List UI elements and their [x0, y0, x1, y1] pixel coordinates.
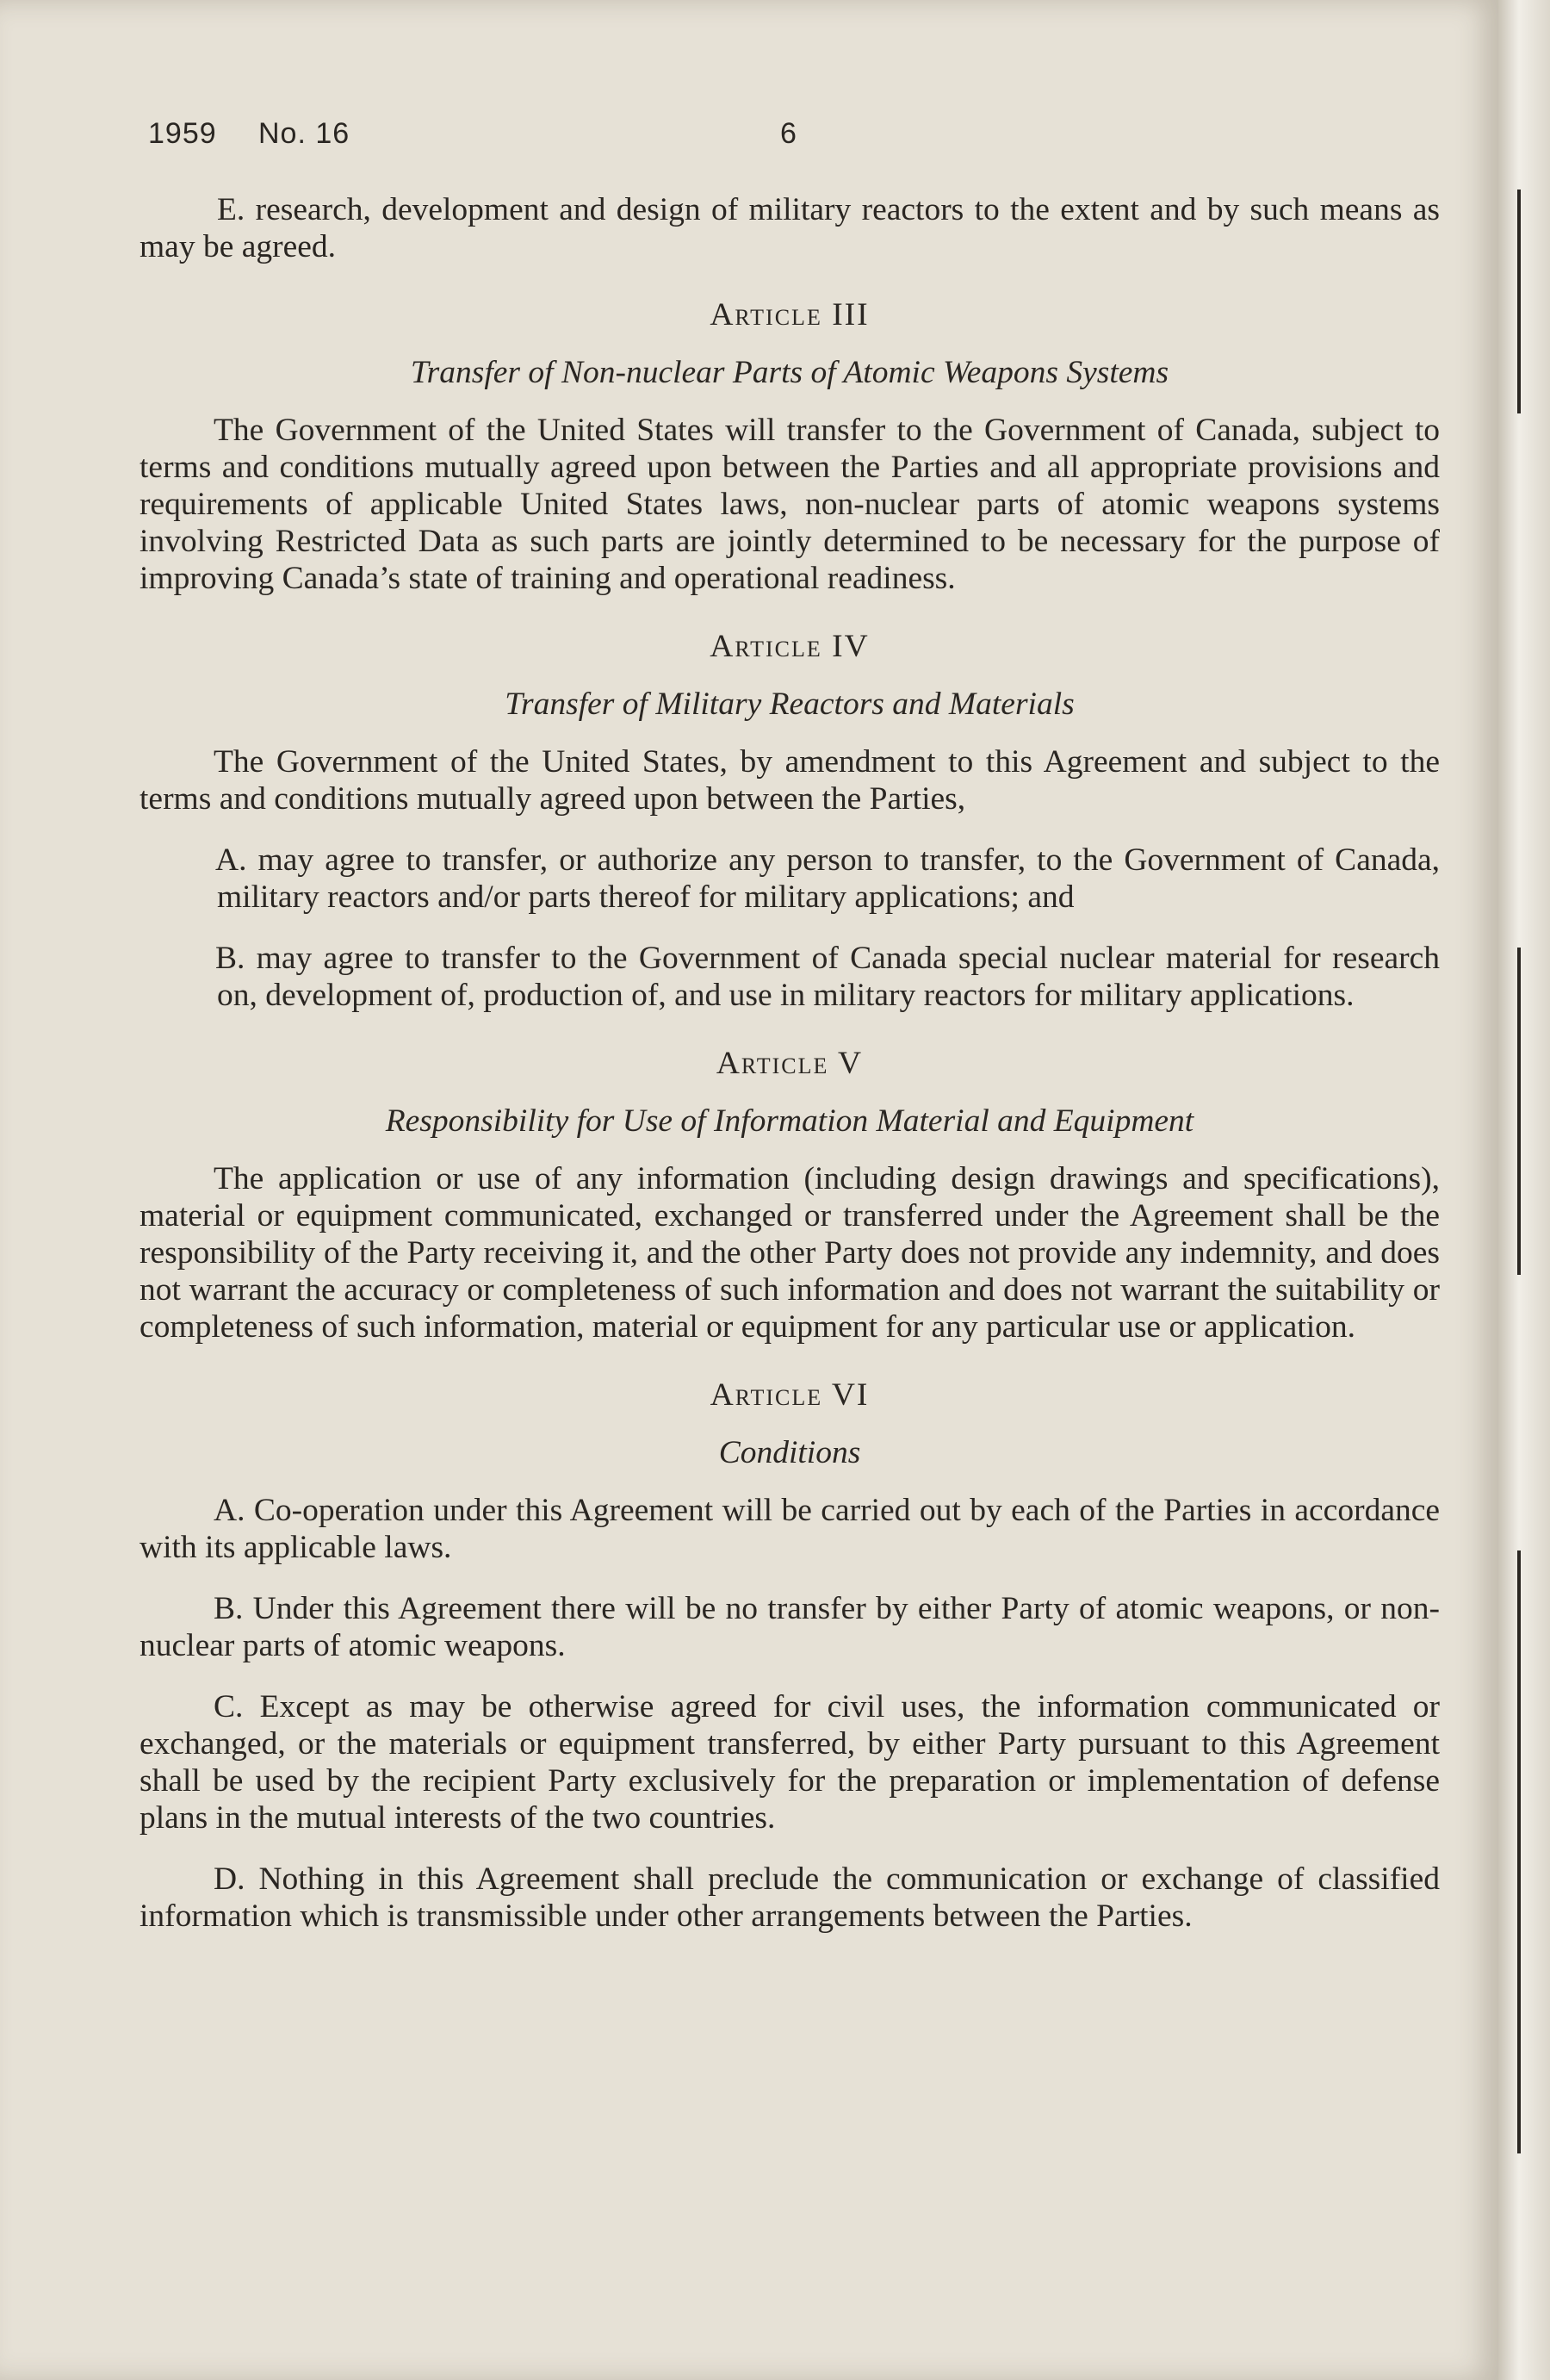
paragraph: E. research, development and design of military reactors to the extent and by such means as may be agreed.	[140, 192, 1440, 264]
paragraph: A. Co-operation under this Agreement will be carried out by each of the Parties in accordance with its applicable laws.	[140, 1493, 1440, 1565]
paragraph: D. Nothing in this Agreement shall preclude the communication or exchange of classified information which is transmissible under other arrangements between the Parties.	[140, 1861, 1440, 1934]
book-binding-edge	[1498, 0, 1550, 2380]
article-heading: Article IV	[710, 629, 870, 664]
paragraph: The Government of the United States will transfer to the Government of Canada, subject to terms and conditions mutually agreed upon between the Parties and all appropriate provisions and requirements of applicable United States laws, non-nuclear parts of atomic weapons systems involving Restricted Data as such parts are jointly determined to be necessary for the purpose of improving Canada’s state of training and operational readiness.	[140, 413, 1440, 596]
article-heading: Article V	[716, 1046, 864, 1081]
paragraph: The application or use of any information (including design drawings and specifications), material or equipment communicated, exchanged or transferred under the Agreement shall be the responsibility of the Party receiving it, and the other Party does not provide any indemnity, and does not warrant the accuracy or completeness of such information and does not warrant the suitability or completeness of such information, material or equipment for any particular use or application.	[140, 1161, 1440, 1345]
header-number: No. 16	[258, 117, 350, 150]
article-subheading: Responsibility for Use of Information Material and Equipment	[385, 1103, 1194, 1139]
header-year: 1959	[148, 117, 217, 150]
paragraph: C. Except as may be otherwise agreed for civil uses, the information communicated or exchanged, or the materials or equipment transferred, by either Party pursuant to this Agreement shall be used by the recipient Party exclusively for the preparation or implementation of defense plans in the mutual interests of the two countries.	[140, 1689, 1440, 1836]
paragraph: The Government of the United States, by amendment to this Agreement and subject to the terms and conditions mutually agreed upon between the Parties,	[140, 744, 1440, 817]
page-number: 6	[780, 117, 797, 150]
article-subheading: Transfer of Military Reactors and Materials	[505, 687, 1075, 722]
paragraph: B. may agree to transfer to the Government of Canada special nuclear material for research on, development of, production of, and use in military reactors for military applications.	[215, 941, 1440, 1013]
document-body	[140, 191, 1440, 1959]
article-subheading: Conditions	[718, 1435, 861, 1470]
paragraph: B. Under this Agreement there will be no transfer by either Party of atomic weapons, or non-nuclear parts of atomic weapons.	[140, 1591, 1440, 1663]
article-subheading: Transfer of Non-nuclear Parts of Atomic Weapons Systems	[410, 355, 1169, 390]
paragraph: A. may agree to transfer, or authorize any person to transfer, to the Government of Canada, military reactors and/or parts thereof for military applications; and	[215, 842, 1440, 915]
article-heading: Article VI	[710, 1377, 870, 1413]
article-heading: Article III	[710, 297, 870, 332]
